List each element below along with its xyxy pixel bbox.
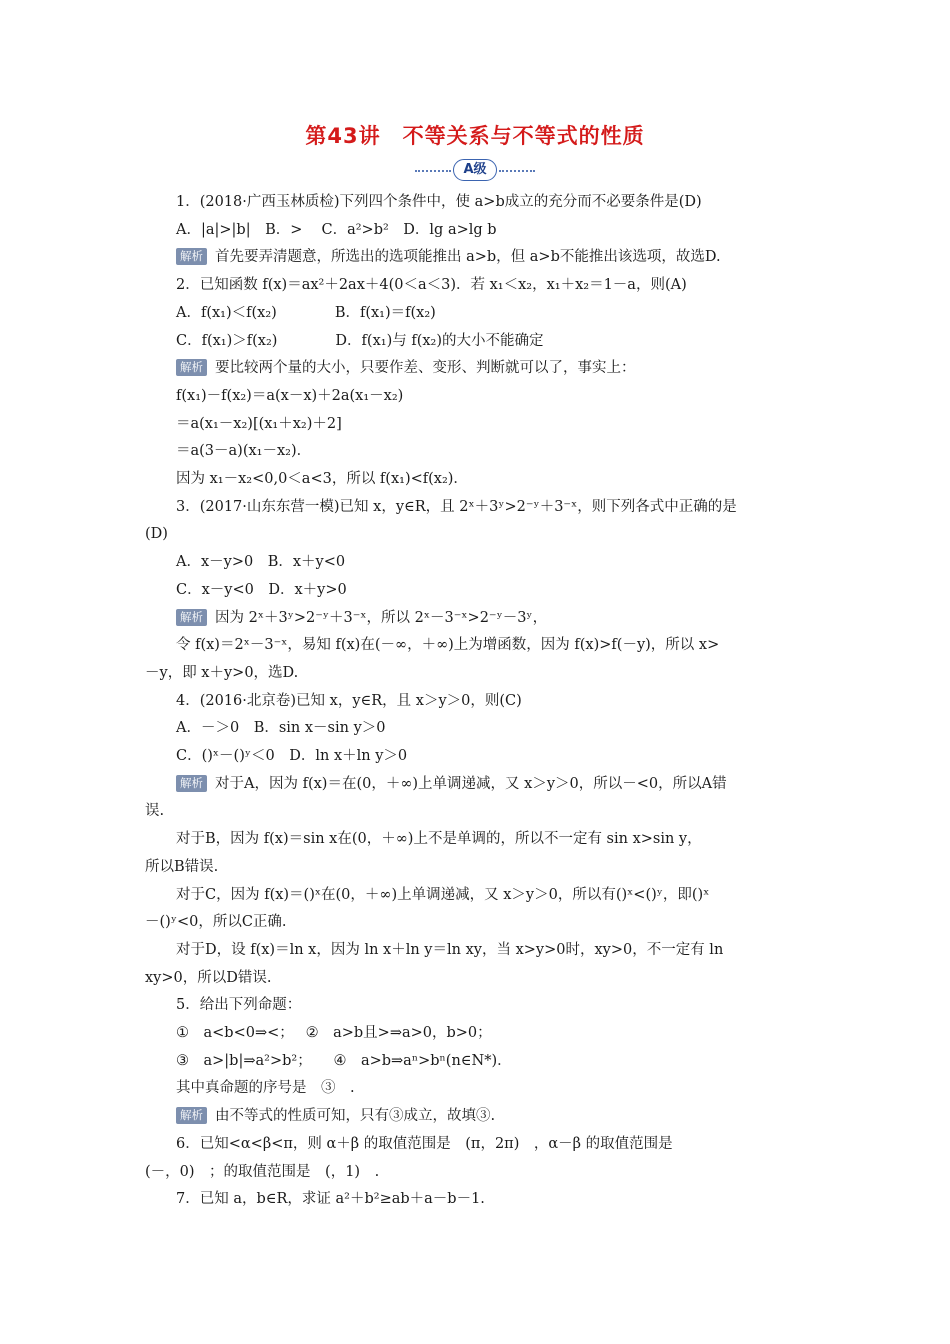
line-text: 3．(2017·山东东营一模)已知 x，y∈R，且 2ˣ＋3ʸ>2⁻ʸ＋3⁻ˣ，则下列各式中正确的是 xyxy=(176,498,737,515)
line-text: f(x₁)－f(x₂)＝a(x－x)＋2a(x₁－x₂) xyxy=(176,387,404,404)
level-divider-right xyxy=(499,170,535,172)
level-marker xyxy=(415,158,535,184)
text-line xyxy=(176,552,345,572)
line-text: 5．给出下列命题： xyxy=(176,997,302,1014)
line-text: 4．(2016·北京卷)已知 x，y∈R，且 x＞y＞0，则(C) xyxy=(176,692,522,709)
line-text: C．()ˣ－()ʸ＜0 D．ln x＋ln y＞0 xyxy=(176,748,408,764)
line-text: 首先要弄清题意，所选出的选项能推出 a>b，但 a>b不能推出该选项，故选D. xyxy=(215,249,721,266)
analysis-line xyxy=(176,774,727,794)
text-line xyxy=(145,663,298,683)
text-line xyxy=(176,580,347,600)
line-text: 要比较两个量的大小，只要作差、变形、判断就可以了，事实上： xyxy=(215,360,636,377)
line-text: ③ a>|b|⇒a²>b²； ④ a>b⇒aⁿ>bⁿ(n∈N*)． xyxy=(176,1052,512,1069)
line-text: 因为 x₁－x₂<0,0＜a<3，所以 f(x₁)<f(x₂)． xyxy=(176,471,468,487)
text-line xyxy=(176,441,311,461)
text-line xyxy=(176,691,522,711)
analysis-tag: 解析 xyxy=(176,359,207,376)
text-line xyxy=(145,968,271,988)
text-line xyxy=(176,718,386,738)
text-line xyxy=(145,524,168,544)
text-line xyxy=(145,1162,379,1182)
text-line xyxy=(176,746,407,766)
line-text: 7．已知 a，b∈R，求证 a²＋b²≥ab＋a－b－1. xyxy=(176,1191,485,1208)
line-text: 6．已知<α<β<π，则 α＋β 的取值范围是 (π，2π) ，α－β 的取值范围是 xyxy=(176,1135,673,1152)
text-line xyxy=(176,635,719,655)
text-line xyxy=(176,1078,355,1098)
line-text: 2．已知函数 f(x)＝ax²＋2ax＋4(0＜a＜3)．若 x₁＜x₂，x₁＋x₂＝1－a，则(A) xyxy=(176,277,687,294)
line-text: 1．(2018·广西玉林质检)下列四个条件中，使 a>b成立的充分而不必要条件是(D) xyxy=(176,194,702,210)
line-text: 所以B错误. xyxy=(145,858,219,875)
text-line xyxy=(176,220,497,240)
text-line xyxy=(145,801,164,821)
line-text: －y，即 x＋y>0，选D. xyxy=(145,664,299,681)
line-text: 对于C，因为 f(x)＝()ˣ在(0，＋∞)上单调递减，又 x＞y＞0，所以有()ˣ<()ʸ，即()ˣ xyxy=(176,886,710,903)
line-text: 对于D，设 f(x)＝ln x，因为 ln x＋ln y＝ln xy，当 x>y>0时，xy>0，不一定有 ln xyxy=(176,941,724,958)
line-text: A．f(x₁)＜f(x₂) B．f(x₁)＝f(x₂) xyxy=(176,304,436,321)
line-text: ① a<b<0⇒<； ② a>b且>⇒a>0，b>0； xyxy=(176,1025,492,1041)
text-line xyxy=(176,1134,673,1154)
text-line xyxy=(145,912,287,932)
line-text: 对于A，因为 f(x)＝在(0，＋∞)上单调递减，又 x＞y＞0，所以－<0，所以A错 xyxy=(215,775,727,792)
analysis-tag: 解析 xyxy=(176,248,207,265)
analysis-line xyxy=(176,247,721,267)
line-text: A．－＞0 B．sin x－sin y＞0 xyxy=(176,720,386,737)
analysis-tag: 解析 xyxy=(176,775,207,792)
text-line xyxy=(176,386,403,406)
text-line xyxy=(176,497,737,517)
text-line xyxy=(176,1023,492,1043)
analysis-tag: 解析 xyxy=(176,609,207,626)
line-text: ＝a(3－a)(x₁－x₂)． xyxy=(176,443,312,460)
analysis-line xyxy=(176,358,636,378)
level-divider-left xyxy=(415,170,451,172)
text-line xyxy=(176,885,709,905)
line-text: A．x－y>0 B．x＋y<0 xyxy=(176,554,346,571)
line-text: C．f(x₁)＞f(x₂) D．f(x₁)与 f(x₂)的大小不能确定 xyxy=(176,332,544,349)
line-text: 对于B，因为 f(x)＝sin x在(0，＋∞)上不是单调的，所以不一定有 sin x>sin y， xyxy=(176,831,702,848)
line-text: 令 f(x)＝2ˣ－3⁻ˣ，易知 f(x)在(－∞，＋∞)上为增函数，因为 f(x)>f(－y)，所以 x> xyxy=(176,637,720,654)
text-line xyxy=(176,331,544,351)
line-text: 由不等式的性质可知，只有③成立，故填③. xyxy=(215,1108,496,1125)
text-line xyxy=(145,857,218,877)
text-line xyxy=(176,940,723,960)
line-text: (－，0) ；的取值范围是 (，1) . xyxy=(145,1163,380,1180)
line-text: 误. xyxy=(145,803,165,820)
level-badge: A级 xyxy=(453,159,497,181)
text-line xyxy=(176,469,468,489)
page-title: 第43讲 不等关系与不等式的性质 xyxy=(305,124,645,148)
text-line xyxy=(176,1051,512,1071)
line-text: A．|a|>|b| B．> C．a²>b² D．lg a>lg b xyxy=(176,221,497,238)
text-line xyxy=(176,829,702,849)
text-line xyxy=(176,1189,485,1209)
line-text: ＝a(x₁－x₂)[(x₁＋x₂)＋2] xyxy=(176,415,342,432)
line-text: －()ʸ<0，所以C正确. xyxy=(145,914,287,931)
text-line xyxy=(176,192,702,212)
text-line xyxy=(176,414,342,434)
line-text: 其中真命题的序号是 ③ . xyxy=(176,1080,355,1097)
line-text: (D) xyxy=(145,526,168,543)
text-line xyxy=(176,303,436,323)
analysis-line xyxy=(176,1106,495,1126)
line-text: C．x－y<0 D．x＋y>0 xyxy=(176,581,347,598)
analysis-tag: 解析 xyxy=(176,1107,207,1124)
text-line xyxy=(176,275,687,295)
line-text: xy>0，所以D错误. xyxy=(145,969,272,986)
text-line xyxy=(176,995,301,1015)
analysis-line xyxy=(176,608,547,628)
line-text: 因为 2ˣ＋3ʸ>2⁻ʸ＋3⁻ˣ，所以 2ˣ－3⁻ˣ>2⁻ʸ－3ʸ， xyxy=(215,609,548,626)
